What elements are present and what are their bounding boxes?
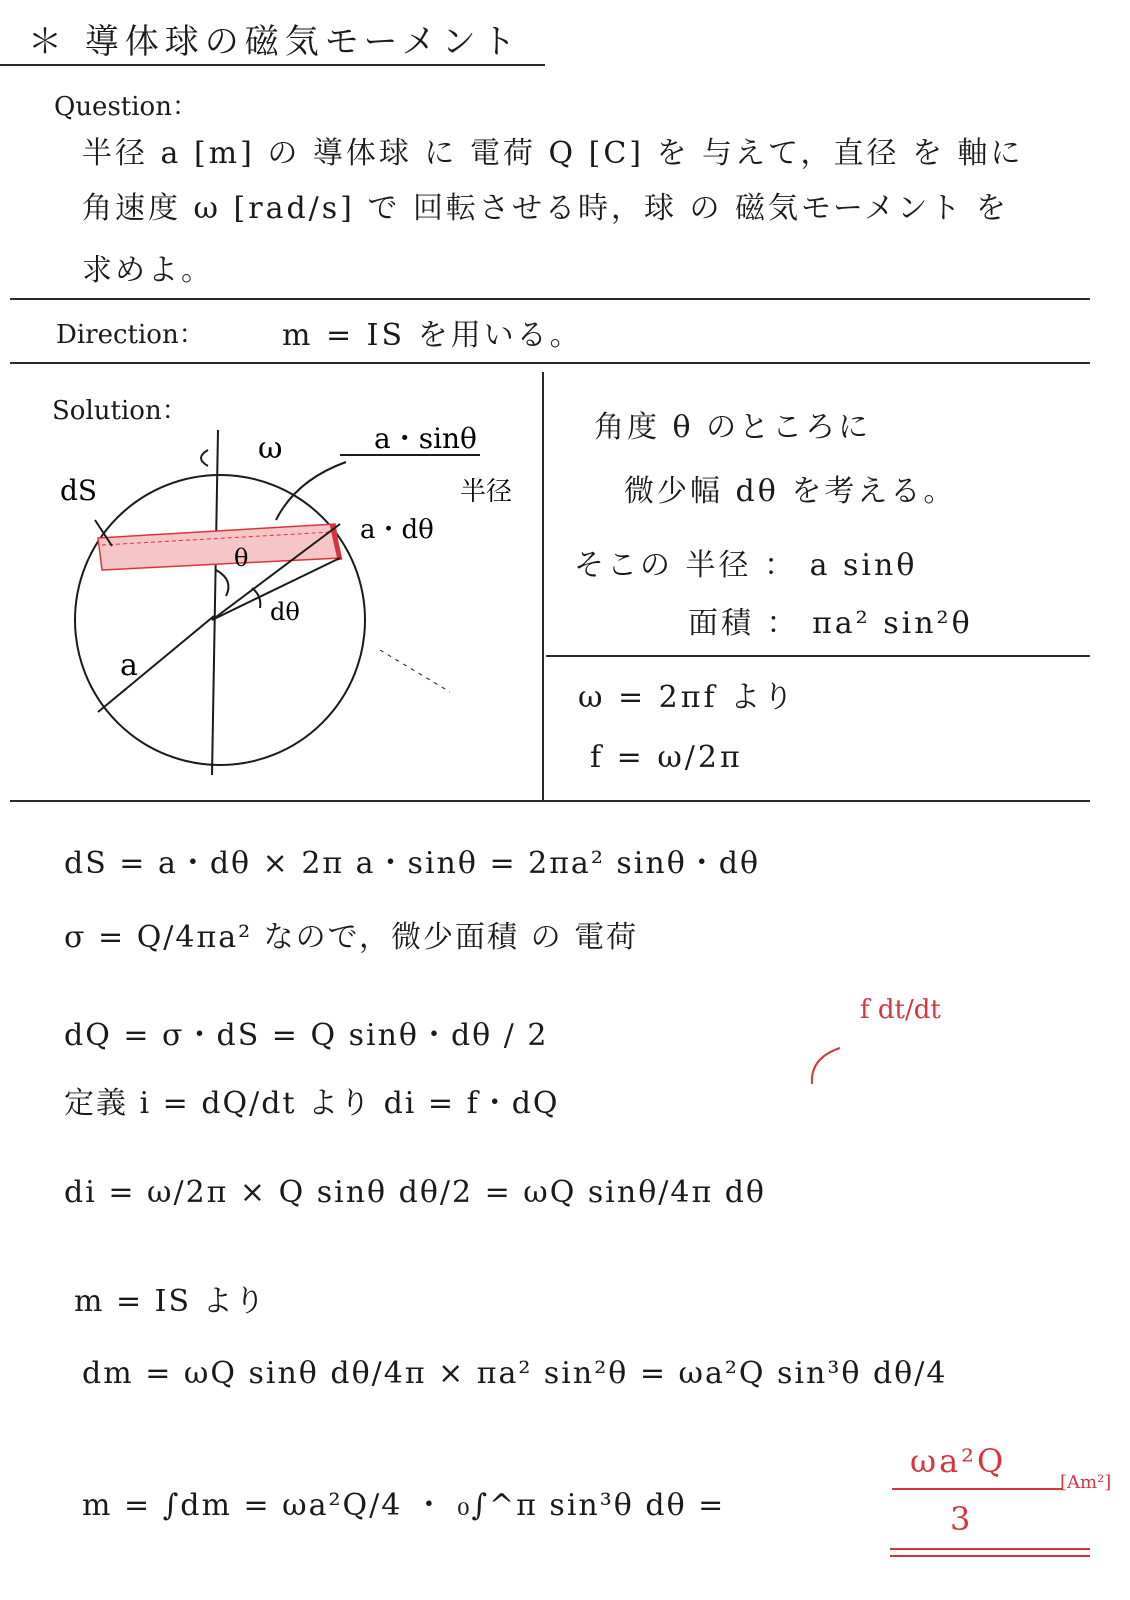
- red-note-arrow: [800, 1040, 860, 1090]
- equation-sigma: σ = Q/4πa² なので，微少面積 の 電荷: [64, 920, 639, 955]
- solution-column-divider: [542, 372, 544, 802]
- solution-label: Solution：: [52, 396, 188, 426]
- equation-m-integral: m = ∫dm = ωa²Q/4 ・ ₀∫^π sin³θ dθ =: [82, 1488, 726, 1523]
- solution-right-line-6: f = ω/2π: [590, 740, 743, 775]
- hankei-label: 半径: [460, 477, 513, 507]
- red-note: f dt/dt: [860, 995, 941, 1025]
- equation-dq: dQ = σ・dS = Q sinθ・dθ / 2: [64, 1018, 549, 1053]
- equation-dm: dm = ωQ sinθ dθ/4π × πa² sin²θ = ωa²Q sin³θ dθ/4: [82, 1356, 948, 1391]
- solution-inner-divider: [546, 655, 1090, 657]
- adtheta-label: a・dθ: [360, 515, 434, 545]
- ds-label: dS: [60, 474, 98, 507]
- solution-right-line-5: ω = 2πf より: [578, 680, 797, 715]
- answer-underline-1: [890, 1548, 1090, 1550]
- solution-right-line-2: 微少幅 dθ を考える。: [624, 474, 957, 509]
- direction-label: Direction：: [56, 320, 205, 350]
- solution-divider: [10, 800, 1090, 802]
- title-underline: [0, 64, 545, 66]
- sphere-diagram: [40, 420, 540, 800]
- asin-label: a・sinθ: [374, 422, 477, 455]
- page-title: ＊ 導体球の磁気モーメント: [28, 22, 522, 62]
- solution-right-line-1: 角度 θ のところに: [594, 410, 872, 445]
- theta-label: θ: [234, 544, 249, 572]
- direction-divider: [10, 362, 1090, 364]
- question-divider: [10, 298, 1090, 300]
- question-label: Question：: [54, 92, 198, 122]
- answer-unit: [Am²]: [1060, 1472, 1112, 1493]
- question-line-1: 半径 a [m] の 導体球 に 電荷 Q [C] を 与えて，直径 を 軸に: [82, 136, 1024, 171]
- radius-a-label: a: [120, 648, 138, 683]
- equation-ds: dS = a・dθ × 2π a・sinθ = 2πa² sinθ・dθ: [64, 846, 761, 881]
- direction-text: m = IS を用いる。: [282, 318, 583, 353]
- answer-underline-2: [890, 1555, 1090, 1557]
- equation-m-is: m = IS より: [74, 1284, 267, 1319]
- answer-denominator: 3: [950, 1500, 971, 1538]
- question-line-2: 角速度 ω [rad/s] で 回転させる時，球 の 磁気モーメント を: [82, 191, 1009, 226]
- solution-right-line-3: そこの 半径 ： a sinθ: [574, 548, 918, 583]
- solution-right-line-4: 面積 ： πa² sin²θ: [688, 606, 973, 641]
- equation-current-definition: 定義 i = dQ/dt より di = f・dQ: [64, 1086, 560, 1121]
- dtheta-label: dθ: [270, 598, 300, 626]
- question-line-3: 求めよ。: [82, 253, 214, 288]
- answer-numerator: ωa²Q: [910, 1442, 1007, 1480]
- equation-di: di = ω/2π × Q sinθ dθ/2 = ωQ sinθ/4π dθ: [64, 1175, 766, 1210]
- omega-symbol: ω: [258, 431, 283, 466]
- answer-fraction-bar: [892, 1488, 1062, 1490]
